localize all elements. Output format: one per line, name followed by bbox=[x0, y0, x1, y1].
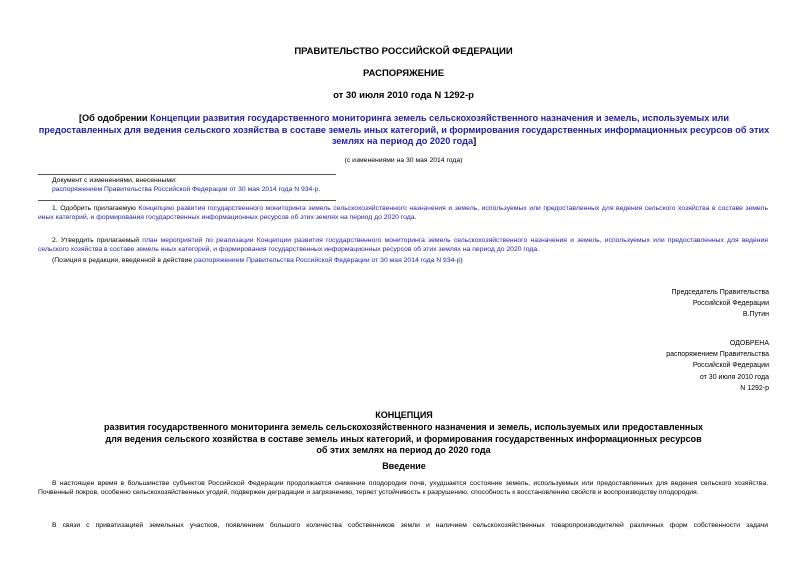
intro-paragraph-2: В связи с приватизацией земельных участков, появлением большого количества собственников земли и наличием сельскохозяйственных товаропроизводителей различных форм собственности задачи bbox=[52, 522, 768, 529]
document-date-number: от 30 июля 2010 года N 1292-р bbox=[333, 90, 474, 101]
changes-link[interactable]: распоряжением Правительства Российской Федерации от 30 мая 2014 года N 934-р bbox=[52, 186, 319, 193]
p1-end: . bbox=[414, 214, 417, 222]
p2-start: 2. Утвердить прилагаемый bbox=[52, 237, 143, 244]
p2-note-link[interactable]: распоряжением Правительства Российской Федерации от 30 мая 2014 года N 934-р bbox=[194, 257, 461, 264]
concept-heading: КОНЦЕПЦИЯ bbox=[375, 410, 433, 420]
changes-bottom-rule bbox=[38, 200, 336, 201]
concept-subtitle: развития государственного мониторинга земель сельскохозяйственного назначения и земель, используемых или предоставленных для ведения сельского хозяйства в составе земель иных категорий, и формирования государственных информационных ресурсов об этих землях на период до 2020 года bbox=[103, 422, 704, 455]
p1-start: 1. Одобрить прилагаемую bbox=[52, 205, 139, 212]
p2-plan-link[interactable]: план мероприятий по реализации Концепции развития государственного мониторинга земель сельскохозяйственного назначения и земель, используемых или предоставленных для ведения сельского хозяйства в составе земель иных категорий, и формирования государственных информационных ресурсов об этих землях на период до 2020 года bbox=[38, 237, 768, 254]
title-prefix: [Об одобрении bbox=[78, 113, 151, 123]
paragraph-2 bbox=[38, 236, 768, 255]
changes-top-rule bbox=[38, 174, 336, 175]
approval-line-3: Российской Федерации bbox=[692, 362, 769, 370]
revision-note: (с изменениями на 30 мая 2014 года) bbox=[344, 157, 463, 164]
document-title bbox=[38, 113, 770, 148]
title-concept-link[interactable]: Концепции развития государственного мониторинга земель сельскохозяйственного назначения и земель, используемых или предоставленных для ведения сельского хозяйства в составе земель иных категорий, и формирования государственных информационных ресурсов об этих землях на период до 2020 года bbox=[38, 113, 770, 146]
p2-note-end: ) bbox=[460, 257, 463, 264]
intro-paragraph-1: В настоящее время в большинстве субъектов Российской Федерации продолжается снижение плодородия почв, ухудшается состояние земель, используемых или предоставленных для ведения сельского хозяйства. Почвенный покров, особенно сельскохозяйственных угодий, подвержен деградации и загрязнению, теряет устойчивость к разрушению, способность к восстановлению свойств и воспроизводству плодородия. bbox=[38, 480, 768, 497]
paragraph-1 bbox=[38, 204, 768, 223]
p2-note-start: (Позиция в редакции, введенной в действие bbox=[52, 257, 195, 264]
document-type: РАСПОРЯЖЕНИЕ bbox=[362, 68, 445, 79]
signature-line-3: В.Путин bbox=[742, 311, 769, 318]
approval-line-4: от 30 июля 2010 года bbox=[699, 373, 769, 381]
changes-link-end: . bbox=[318, 186, 321, 193]
signature-line-1: Председатель Правительства bbox=[671, 289, 769, 296]
government-heading: ПРАВИТЕЛЬСТВО РОССИЙСКОЙ ФЕДЕРАЦИИ bbox=[294, 46, 513, 57]
signature-line-2: Российской Федерации bbox=[692, 300, 769, 307]
title-suffix: ] bbox=[473, 136, 477, 146]
signature-block bbox=[469, 287, 769, 320]
changes-link-line bbox=[52, 185, 652, 194]
changes-label: Документ с изменениями, внесенными: bbox=[52, 177, 177, 184]
paragraph-2-note bbox=[52, 256, 768, 265]
p1-concept-link[interactable]: Концепцию развития государственного мониторинга земель сельскохозяйственного назначения и земель, используемых или предоставленных для ведения сельского хозяйства в составе земель иных категорий, и формирования государственных информационных ресурсов об этих землях на период до 2020 года bbox=[38, 205, 768, 222]
approval-line-2: распоряжением Правительства bbox=[666, 351, 769, 359]
approval-block bbox=[469, 338, 769, 394]
intro-heading: Введение bbox=[382, 461, 426, 471]
approval-line-5: N 1292-р bbox=[740, 384, 769, 392]
approval-line-1: ОДОБРЕНА bbox=[729, 340, 769, 347]
p2-end: . bbox=[537, 246, 540, 254]
